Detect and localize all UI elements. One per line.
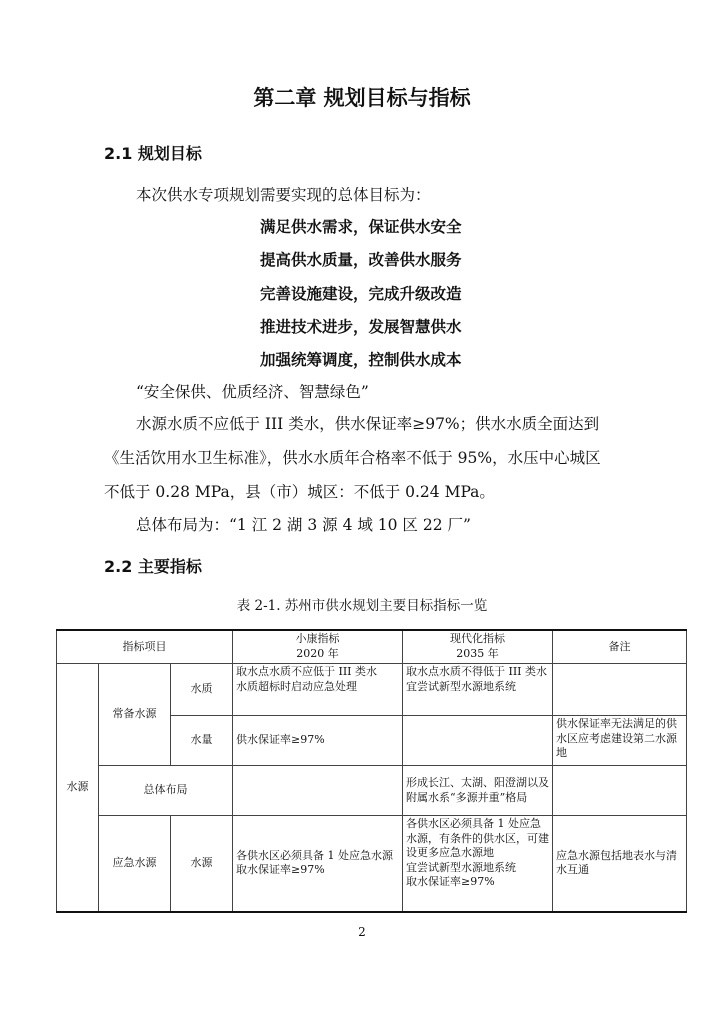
modern-cell [403,664,553,716]
header-xiaokang [233,630,403,664]
layout-line: 总体布局为：“1 江 2 湖 3 源 4 域 10 区 22 厂” [136,516,471,534]
table-caption: 表 2-1. 苏州市供水规划主要目标指标一览 [236,598,488,614]
xiaokang-cell [233,716,403,766]
header-modern-year: 2035 年 [456,647,499,660]
group-cell: 水源 [57,664,99,912]
goal-line-1: 满足供水需求，保证供水安全 [260,218,462,236]
indicator-table [56,629,687,913]
category-emergency: 应急水源 [99,816,171,912]
slogan: “安全保供、优质经济、智慧绿色” [136,383,369,401]
header-indicator: 指标项目 [57,630,233,664]
item-cell: 水源 [171,816,233,912]
item-cell: 水量 [171,716,233,766]
header-xiaokang-year: 2020 年 [296,647,339,660]
section-heading-2-1: 2.1 规划目标 [104,144,202,163]
section-heading-2-2: 2.2 主要指标 [104,557,202,576]
table-row [57,664,687,716]
cell-line: 宜尝试新型水源地系统 [406,679,516,693]
cell-line: 取水保证率≥97% [236,863,325,877]
goal-line-3: 完善设施建设，完成升级改造 [260,285,462,303]
cell-line: 供水保证率≥97% [236,733,325,747]
category-regular: 常备水源 [99,664,171,766]
remark-cell [553,664,687,716]
cell-line: 取水点水质不得低于 III 类水 [406,665,548,678]
header-modern [403,630,553,664]
paragraph-line-1: 水源水质不应低于 III 类水，供水保证率≥97%；供水水质全面达到 [136,415,600,433]
header-remark: 备注 [553,630,687,664]
page-number: 2 [358,925,366,939]
cell-line: 取水保证率≥97% [406,875,495,889]
xiaokang-cell [233,664,403,716]
goal-line-4: 推进技术进步，发展智慧供水 [260,318,462,336]
remark-cell: 供水保证率无法满足的供水区应考虑建设第二水源地 [553,716,687,766]
header-modern-name: 现代化指标 [450,632,505,646]
goal-line-5: 加强统筹调度，控制供水成本 [260,351,462,369]
table-row [57,766,687,816]
remark-cell: 应急水源包括地表水与清水互通 [553,816,687,912]
item-cell: 水质 [171,664,233,716]
intro-text: 本次供水专项规划需要实现的总体目标为： [136,186,431,204]
cell-line: 水质超标时启动应急处理 [236,679,357,693]
cell-line: 各供水区必须具备 1 处应急水源，有条件的供水区，可建设更多应急水源地 [406,817,549,860]
goal-line-2: 提高供水质量，改善供水服务 [260,251,462,269]
header-xiaokang-name: 小康指标 [295,632,340,646]
chapter-title: 第二章 规划目标与指标 [253,86,471,110]
xiaokang-cell [233,766,403,816]
table-header-row [57,630,687,664]
xiaokang-cell [233,816,403,912]
modern-cell [403,766,553,816]
modern-cell [403,716,553,766]
paragraph-line-3: 不低于 0.28 MPa，县（市）城区：不低于 0.24 MPa。 [104,483,495,501]
cell-line: 形成长江、太湖、阳澄湖以及附属水系“多源并重”格局 [406,775,549,804]
paragraph-line-2: 《生活饮用水卫生标准》，供水水质年合格率不低于 95%，水压中心城区 [104,449,601,467]
modern-cell [403,816,553,912]
cell-line: 取水点水质不应低于 III 类水 [236,665,378,678]
cell-line: 各供水区必须具备 1 处应急水源 [236,848,393,862]
remark-cell [553,766,687,816]
table-row [57,816,687,912]
cell-line: 宜尝试新型水源地系统 [406,860,516,874]
item-cell: 总体布局 [99,766,233,816]
